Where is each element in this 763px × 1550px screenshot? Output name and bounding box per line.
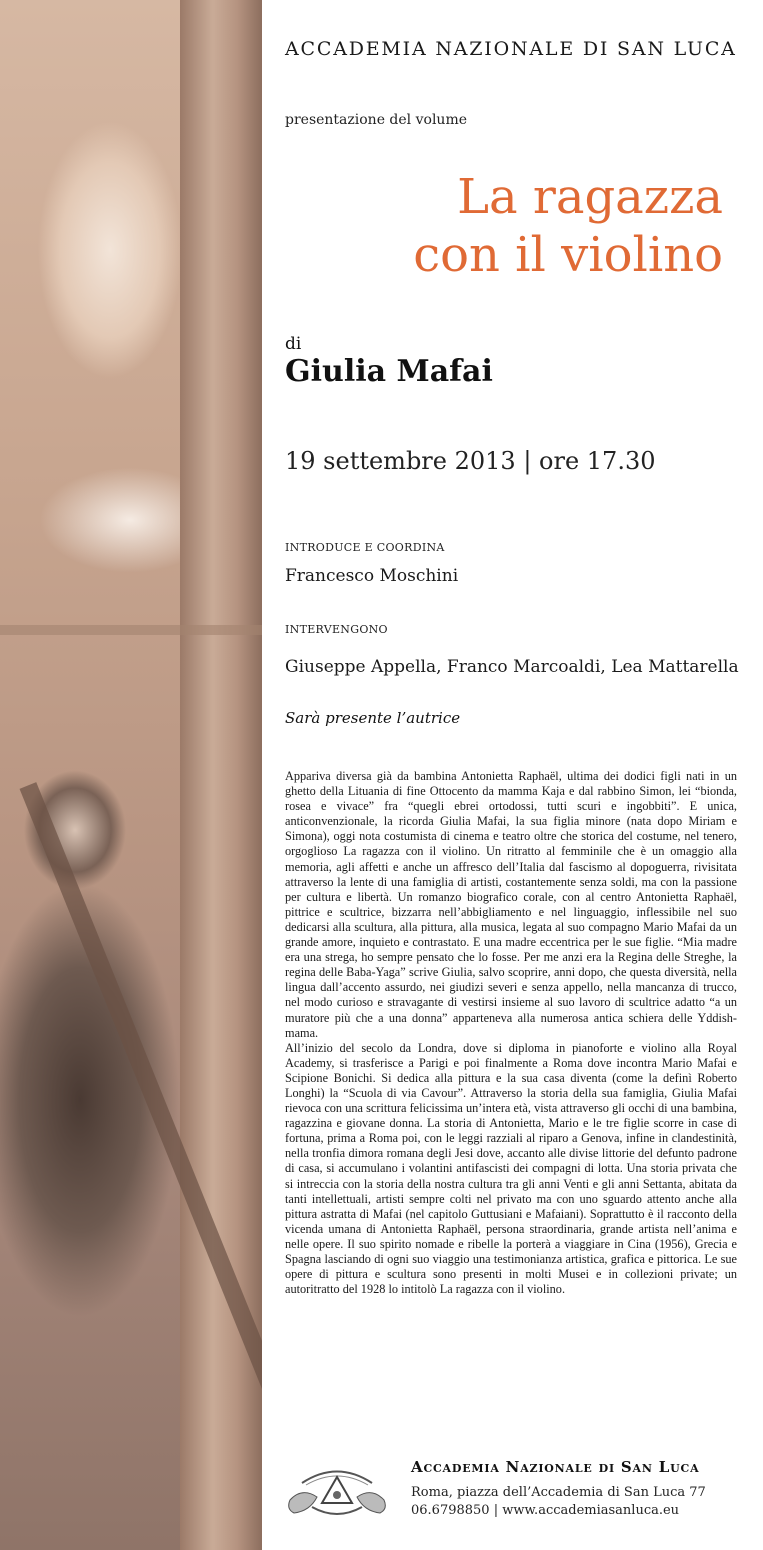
academy-emblem-icon: [282, 1455, 392, 1525]
description-paragraph-2: All’inizio del secolo da Londra, dove si diploma in pianoforte e violino alla Royal Academy, si trasferisce a Parigi e poi finalmente a Roma dove incontra Mario Mafai e Scipione Bonichi. Si dedica alla pittura e la sua casa diventa (come la definì Roberto Longhi) la “Scuola di via Cavour”. Attraverso la storia della sua famiglia, Giulia Mafai rievoca con una scrittura felicissima un’intera età, vista attraverso gli occhi di una bambina, ragazzina e giovane donna. La storia di Antonietta, Mario e le tre figlie scorre in case di fortuna, prima a Roma poi, con le leggi razziali al riparo a Genova, infine in clandestinità, nella tronfia dimora romana degli Jesi dove, accanto alle divise littorie del defunto padrone di casa, si accumulano i volantini antifascisti dei compagni di lotta. Una storia privata che si intreccia con la storia della nostra cultura tra gli anni Venti e gli anni Settanta, abitata da tanti intellettuali, artisti sempre colti nel privato ma con uno sguardo attento anche alla pittura astratta di Mafai (nel capitolo Guttusiani e Mafaiani). Soprattutto è il racconto della vicenda umana di Antonietta Raphaël, persona straordinaria, grande artista nell’anima e nelle opere. Il suo spirito nomade e ribelle la porterà a viaggiare in Cina (1956), Grecia e Spagna lasciando di ogni suo viaggio una testimonianza artistica, grafica e pittorica. Le sue opere di pittura e scultura sono presenti in molti Musei e in collezioni private; un autoritratto del 1928 lo intitolò La ragazza con il violino.: [285, 1040, 737, 1297]
academy-header: ACCADEMIA NAZIONALE DI SAN LUCA: [285, 38, 737, 60]
footer-contact: 06.6798850 | www.accademiasanluca.eu: [411, 1503, 680, 1518]
book-title-line1: La ragazza: [457, 169, 723, 225]
by-label: di: [285, 334, 302, 354]
author-name: Giulia Mafai: [285, 354, 493, 389]
book-title: [263, 168, 723, 284]
sepia-photograph: [0, 0, 262, 1550]
event-date: 19 settembre 2013 | ore 17.30: [285, 447, 656, 475]
book-description: [285, 769, 737, 1297]
presentation-label: presentazione del volume: [285, 112, 467, 128]
coordinator-name: Francesco Moschini: [285, 566, 459, 586]
speakers-label: INTERVENGONO: [285, 623, 388, 636]
speakers-names: Giuseppe Appella, Franco Marcoaldi, Lea Mattarella: [285, 657, 739, 677]
coordinator-label: INTRODUCE E COORDINA: [285, 541, 445, 554]
author-present-note: Sarà presente l’autrice: [285, 709, 461, 727]
footer-address: Roma, piazza dell’Accademia di San Luca 77: [411, 1485, 706, 1500]
description-paragraph-1: Appariva diversa già da bambina Antonietta Raphaël, ultima dei dodici figli nati in un ghetto della Lituania di fine Ottocento da mamma Kaja e dal rabbino Simon, lei “bionda, rosea e vivace” fra “quegli ebrei ortodossi, tutti scuri e ingobbiti”. E unica, anticonvenzionale, la ricorda Giulia Mafai, la sua figlia minore (nata dopo Miriam e Simona), oggi nota costumista di cinema e teatro oltre che storica del costume, nel tenero, orgoglioso La ragazza con il violino. Un ritratto al femminile che è un omaggio alla memoria, agli affetti e anche un affresco dell’Italia dal fascismo al dopoguerra, rivisitata attraverso la lente di una famiglia di artisti, costantemente senza soldi, ma con la passione per cultura e libertà. Un romanzo biografico corale, con al centro Antonietta Raphaël, pittrice e scultrice, bizzarra nell’abbigliamento e nel linguaggio, inflessibile nel suo dedicarsi alla scultura, alla pittura, alla musica, legata al suo compagno Mario Mafai da un grande amore, inquieto e contrastato. E una madre eccentrica per le sue figlie. “Mia madre era una strega, ho sempre pensato che lo fosse. Per me anzi era la Regina delle Streghe, la regina delle Baba-Yaga” scrive Giulia, salvo scoprire, anni dopo, che questa diversità, nella lingua dall’accento assurdo, nei giudizi severi e senza appello, nella mancanza di trucco, nel modo curioso e stravagante di vestirsi insieme al suo lavoro di scultrice adatto “a un muratore più che a una donna” apparteneva alla numerosa antica schiera delle Yddish-mama.: [285, 769, 737, 1040]
book-title-line2: con il violino: [413, 227, 723, 283]
footer-academy-name: Accademia Nazionale di San Luca: [411, 1458, 700, 1476]
